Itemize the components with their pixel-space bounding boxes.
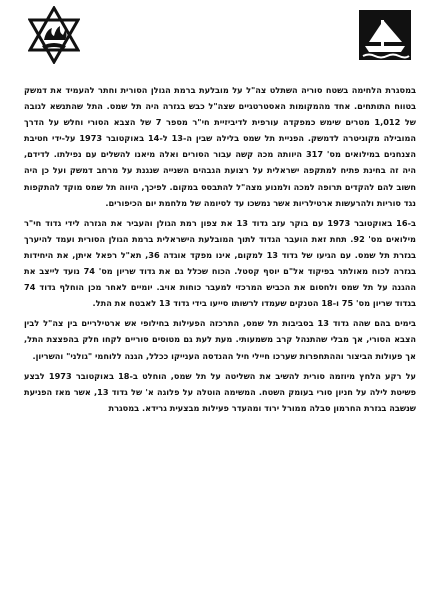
document-body	[24, 82, 416, 420]
paragraph-4: על רקע הלחץ מיוזמה סורית להשיב את השליטה על תל שמס, הוחלט ב-18 באוקטובר 1973 לבצע פשיטת לילה על חניון סורי בעומק השטח. המשימה הוטלה על פלוגה א' של גדוד 13, אשר מאז הפניעת שנשבה בגזרת החרמון סבלה ממורל ירוד ומהעדר פעילות מבצעית גרידא. במסגרת	[24, 370, 416, 413]
paragraph-1: במסגרת הלחימה בשטח סוריה השתלט צה"ל על מובלעת ברמת הגולן הסורית וחתר להעמיד את דמשק בטווח התותחים. אחד מהמקומות האסטרטגיים שצה"ל כבש בגזרה היה תל שמס. התל שהתנשא לגובה של 1,012 מטרים שימש כמפקדה עורפית לדיביזיית חי"ר מספר 7 של הצבא הסורי וחלש על הדרך המובילה מקוניטרה לדמשק. הפניית תל שמס בלילה שבין ה-13 ל-14 באוקטובר 1973 על-ידי חטיבת הצנחנים במילואים מס' 317 היוותה מכה קשה עבור הסורים ואלה מיאנו להשלים עם נפילתו. לדידם, היה זה בחינת פתיח למתקפה ישראלית על רצועת הגבהים השנייה שנגנת על מרחב דמשק ועל כן היה חשוב להם להקדים תרופה למכה ולמנוע מצה"ל להתבסס במקום. לפיכך, היווה תל שמס מוקד להתקפות נגד סוריות ולהרעשות ארטילריות אשר נמשכו עד לסיומה של מלחמת יום הכיפורים.	[24, 85, 417, 208]
paragraph-2: ב-16 באוקטובר 1973 עם בוקר עזב גדוד 13 את צפון רמת הגולן והעביר את הגזרה לידי גדוד חי"ר מילואים מס' 92. תחת זאת הועבר הגדוד לתוך המובלעת הישראלית ברמת הגולן הסורית ועמד להיערך בגזרת תל שמס. עם הגיעו של גדוד 13 למקום, אינו מפקד אוגדה 36, תא"ל רפאל איתן, את היחידות בגזרה לכוח מאולתר בפיקוד אל"ם יוסף קסטל. הכוח שכלל גם את גדוד שריון מס' 74 נועד לייצב את ההגנה על תל שמס ולחסום את הכביש המרכזי למעבר כוחות אויב. יומיים לאחר מכן הוחלף גדוד 74 בגדוד שריון מס' 75 ו-18 הטנקים שעמדו לרשותו סייעו בידי גדוד 13 לאבטח את התל.	[24, 217, 417, 309]
paragraph-3: בימים בהם שהה גדוד 13 בסביבות תל שמס, התרכזה הפעילות בחילופי אש ארטילריים בין צה"ל לבין הצבא הסורי, אך מבלי שהתנהל קרב משמעותי. מעת לעת גם מטוסים סוריים לקחו חלק בהפצצת התל, אך פעולות הביצור וההתחפרות שערכו חיילי חיל ההנדסה הענייקו ככלל, הגנה ללוחמי "גולני" והשריון.	[24, 318, 416, 361]
golani-emblem-icon	[28, 6, 80, 64]
unit-emblem-icon	[357, 6, 409, 64]
